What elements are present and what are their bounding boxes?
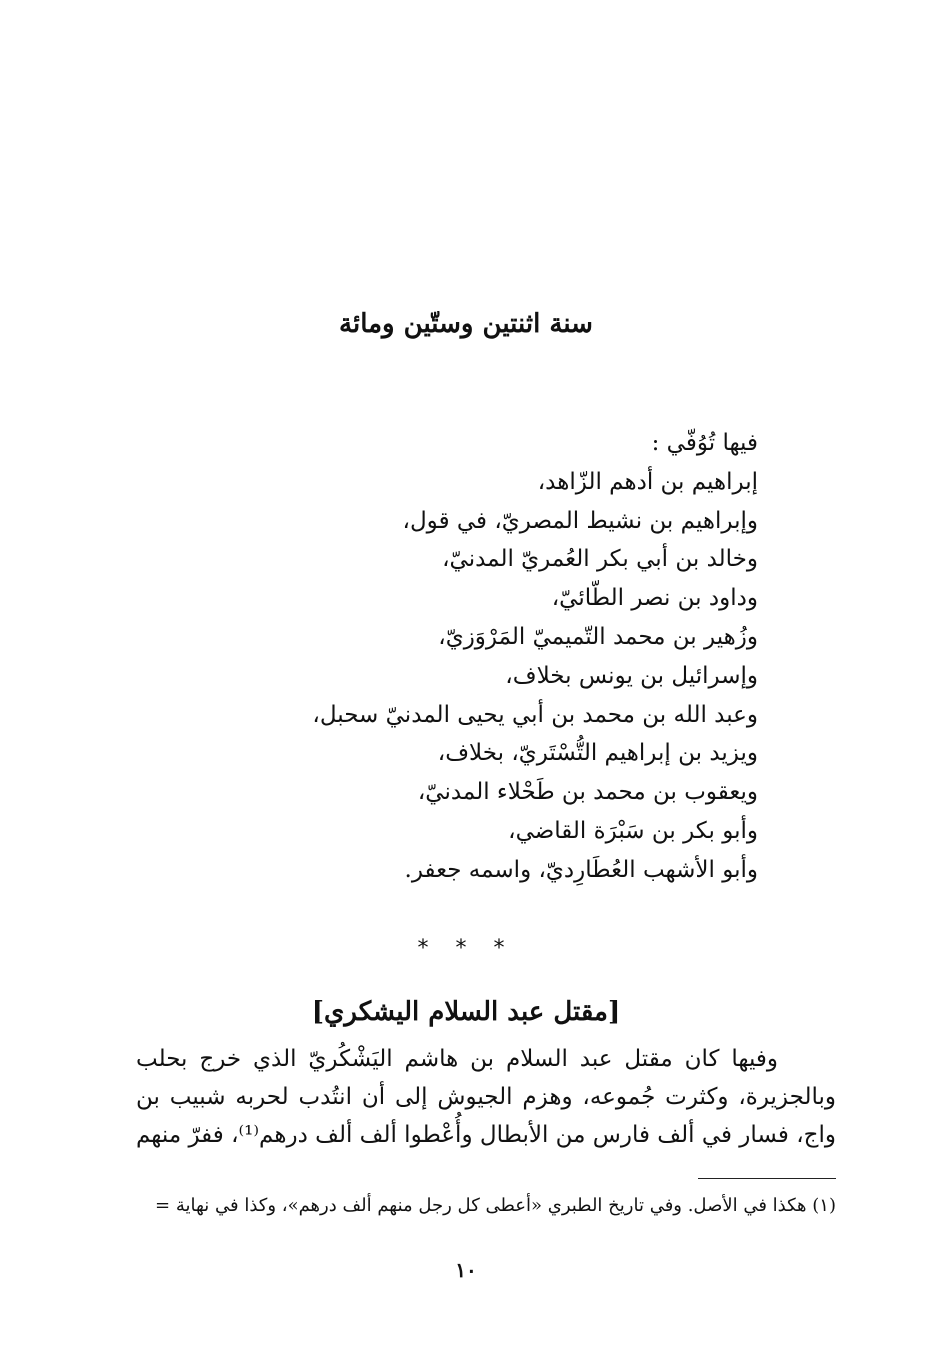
page-number: ١٠ xyxy=(455,1258,477,1282)
list-item: ويزيد بن إبراهيم التُّسْتَريّ، بخلاف، xyxy=(437,740,758,767)
body-line: واج، فسار في ألف فارس من الأبطال وأُعْطوا ألف ألف درهم⁽¹⁾، ففرّ منهم xyxy=(135,1122,836,1148)
list-item: وإسرائيل بن يونس بخلاف، xyxy=(505,662,758,689)
list-item: وزُهير بن محمد التّميميّ المَرْوَزيّ، xyxy=(438,623,758,650)
body-paragraph xyxy=(136,1040,836,1154)
section-separator: * * * xyxy=(417,936,515,961)
body-line: وفيها كان مقتل عبد السلام بن هاشم اليَشْكُريّ الذي خرج بحلب xyxy=(136,1046,778,1072)
list-item: إبراهيم بن أدهم الزّاهد، xyxy=(537,468,758,495)
list-item: وداود بن نصر الطّائيّ، xyxy=(551,585,758,612)
body-line: وبالجزيرة، وكثرت جُموعه، وهزم الجيوش إلى أن انتُدب لحربه شبيب بن xyxy=(136,1084,836,1110)
section-heading: [مقتل عبد السلام اليشكري] xyxy=(311,997,621,1027)
deaths-list xyxy=(198,424,758,890)
deaths-intro: فيها تُوُفّي : xyxy=(651,430,758,456)
list-item: وخالد بن أبي بكر العُمريّ المدنيّ، xyxy=(442,546,758,573)
list-item: وعبد الله بن محمد بن أبي يحيى المدنيّ سحبل، xyxy=(312,701,758,728)
page-title: سنة اثنتين وستّين ومائة xyxy=(339,309,593,339)
list-item: وأبو الأشهب العُطَارِديّ، واسمه جعفر. xyxy=(404,856,758,883)
list-item: ويعقوب بن محمد بن طَحْلاء المدنيّ، xyxy=(417,779,758,806)
footnote-divider xyxy=(698,1178,836,1179)
footnote: (١) هكذا في الأصل. وفي تاريخ الطبري «أعطى كل رجل منهم ألف درهم»، وكذا في نهاية = xyxy=(155,1195,836,1216)
list-item: وإبراهيم بن نشيط المصريّ، في قول، xyxy=(402,507,758,534)
list-item: وأبو بكر بن سَبْرَة القاضي، xyxy=(508,817,758,844)
